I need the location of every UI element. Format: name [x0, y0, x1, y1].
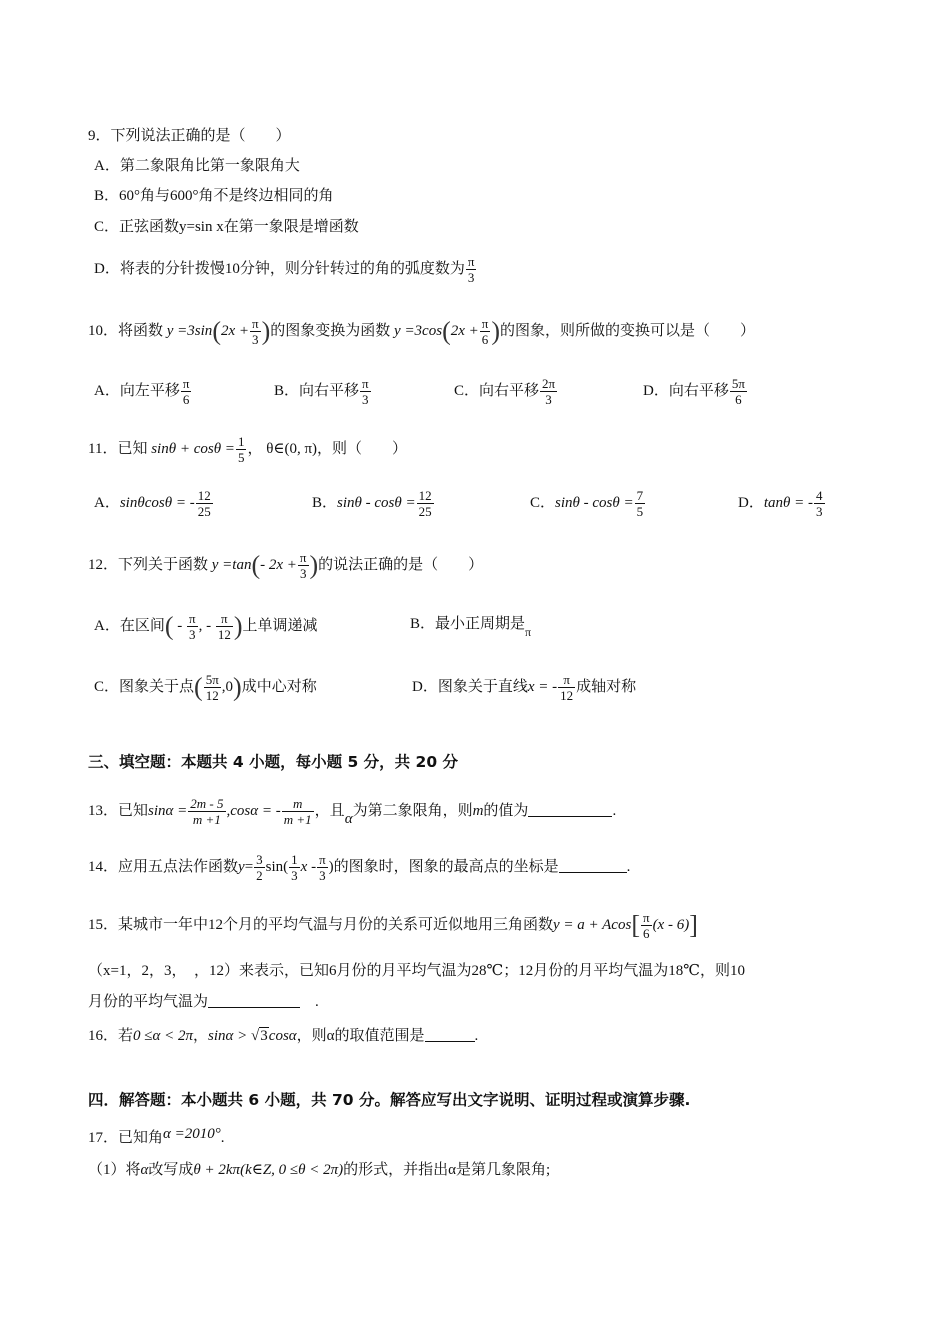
- q10-function-1: y =3sin: [166, 322, 213, 339]
- q12-option-b: B．最小正周期是$_\pi$: [410, 616, 532, 639]
- q10-frac-2: $\frac{\pi}{6}$: [481, 316, 489, 347]
- q14: 14．应用五点法作函数y= $\frac{3}{2}$ sin( $\frac{1}{3}$ x - $\frac{\pi}{3}$ )的图象时，图象的最高点的坐标是 .: [88, 852, 631, 883]
- q15-line-2: （x=1，2，3， ，12）来表示，已知6月份的月平均气温为28℃；12月份的月平均气温为18℃，则10: [88, 963, 746, 979]
- q9-d-fraction: $\frac{\pi}{3}$: [467, 254, 475, 285]
- q10-option-b: B．向右平移 $\frac{\pi}{3}$: [274, 376, 369, 407]
- q17-stem: 17．已知角α =2010°.: [88, 1126, 225, 1146]
- q9-option-b: B．60°角与600°角不是终边相同的角: [94, 188, 334, 204]
- q10-stem: 10．将函数 y =3sin(2x + $\frac{\pi}{3}$ )的图象变换为函数 y =3cos(2x + $\frac{\pi}{6}$ )的图象，则所做的变换可以是（ ）: [88, 316, 756, 347]
- q10-function-2: y =3cos: [394, 322, 443, 339]
- q10-option-c: C．向右平移 $\frac{2\pi}{3}$: [454, 376, 556, 407]
- q16: 16．若0 ≤α < 2π，sinα > √3cosα，则α的取值范围是 .: [88, 1028, 479, 1044]
- q11-stem: 11．已知 sinθ + cosθ = $\frac{1}{5}$ ， θ∈(0, π)，则（ ）: [88, 434, 408, 465]
- q10-inner-1: 2x +: [220, 322, 250, 339]
- q9-option-d: [94, 254, 477, 285]
- q12-option-a: A．在区间( - $\frac{\pi}{3}$ , - $\frac{\pi}{12}$ )上单调递减: [94, 611, 318, 642]
- q11-option-a: A．sinθcosθ = - $\frac{12}{25}$: [94, 488, 211, 519]
- q9-option-c: C．正弦函数y=sin x在第一象限是增函数: [94, 219, 359, 235]
- q13-answer-blank[interactable]: [528, 801, 612, 817]
- q15-line-1: 15．某城市一年中12个月的平均气温与月份的关系可近似地用三角函数y = a + Acos[ $\frac{\pi}{6}$ (x - 6)]: [88, 910, 698, 941]
- section-4-heading: 四．解答题：本小题共 6 小题，共 70 分。解答应写出文字说明、证明过程或演算步骤.: [88, 1091, 691, 1109]
- q10-option-d: D．向右平移 $\frac{5\pi}{6}$: [643, 376, 745, 407]
- q15-line-3: 月份的平均气温为 .: [88, 994, 319, 1010]
- q11-option-d: D．tanθ = - $\frac{4}{3}$: [738, 488, 823, 519]
- q14-answer-blank[interactable]: [559, 857, 627, 873]
- q12-option-c: C．图象关于点( $\frac{5\pi}{12}$ ,0)成中心对称: [94, 672, 317, 703]
- q10-mid: 的图象变换为函数: [270, 322, 391, 339]
- q12-function: y =tan: [211, 556, 252, 573]
- q17-part-1: （1）将α改写成θ + 2kπ(k∈Z, 0 ≤θ < 2π)的形式，并指出α是第几象限角;: [88, 1162, 551, 1178]
- q11-condition: ， θ∈(0, π)，则（ ）: [247, 440, 408, 457]
- q11-expression: sinθ + cosθ =: [151, 440, 235, 457]
- q10-lead: 10．将函数: [88, 322, 164, 339]
- q16-answer-blank[interactable]: [425, 1026, 475, 1042]
- section-3-heading: 三、填空题：本题共 4 小题，每小题 5 分，共 20 分: [88, 753, 459, 771]
- q9-d-text: D．将表的分针拨慢10分钟，则分针转过的角的弧度数为: [94, 260, 465, 277]
- q10-frac-1: $\frac{\pi}{3}$: [252, 316, 259, 347]
- q10-option-a: A．向左平移 $\frac{\pi}{6}$: [94, 376, 190, 407]
- q9-option-a: A．第二象限角比第一象限角大: [94, 158, 300, 174]
- q10-inner-2: 2x +: [450, 322, 479, 339]
- q10-tail: 的图象，则所做的变换可以是（ ）: [500, 322, 756, 339]
- q12-stem: 12．下列关于函数 y =tan(- 2x + $\frac{\pi}{3}$ )的说法正确的是（ ）: [88, 550, 484, 581]
- q11-option-c: C．sinθ - cosθ = $\frac{7}{5}$: [530, 488, 644, 519]
- q12-option-d: D．图象关于直线x = - $\frac{\pi}{12}$ 成轴对称: [412, 672, 637, 703]
- q13: 13．已知sinα = $\frac{2m - 5}{m +1}$ ,cosα = - $\frac{m}{m +1}$ ，且α为第二象限角，则m的值为 .: [88, 796, 617, 827]
- q15-answer-blank[interactable]: [208, 992, 300, 1008]
- q11-fraction: $\frac{1}{5}$: [237, 434, 245, 465]
- q9-stem: 9．下列说法正确的是（ ）: [88, 128, 291, 144]
- q11-option-b: B．sinθ - cosθ = $\frac{12}{25}$: [312, 488, 432, 519]
